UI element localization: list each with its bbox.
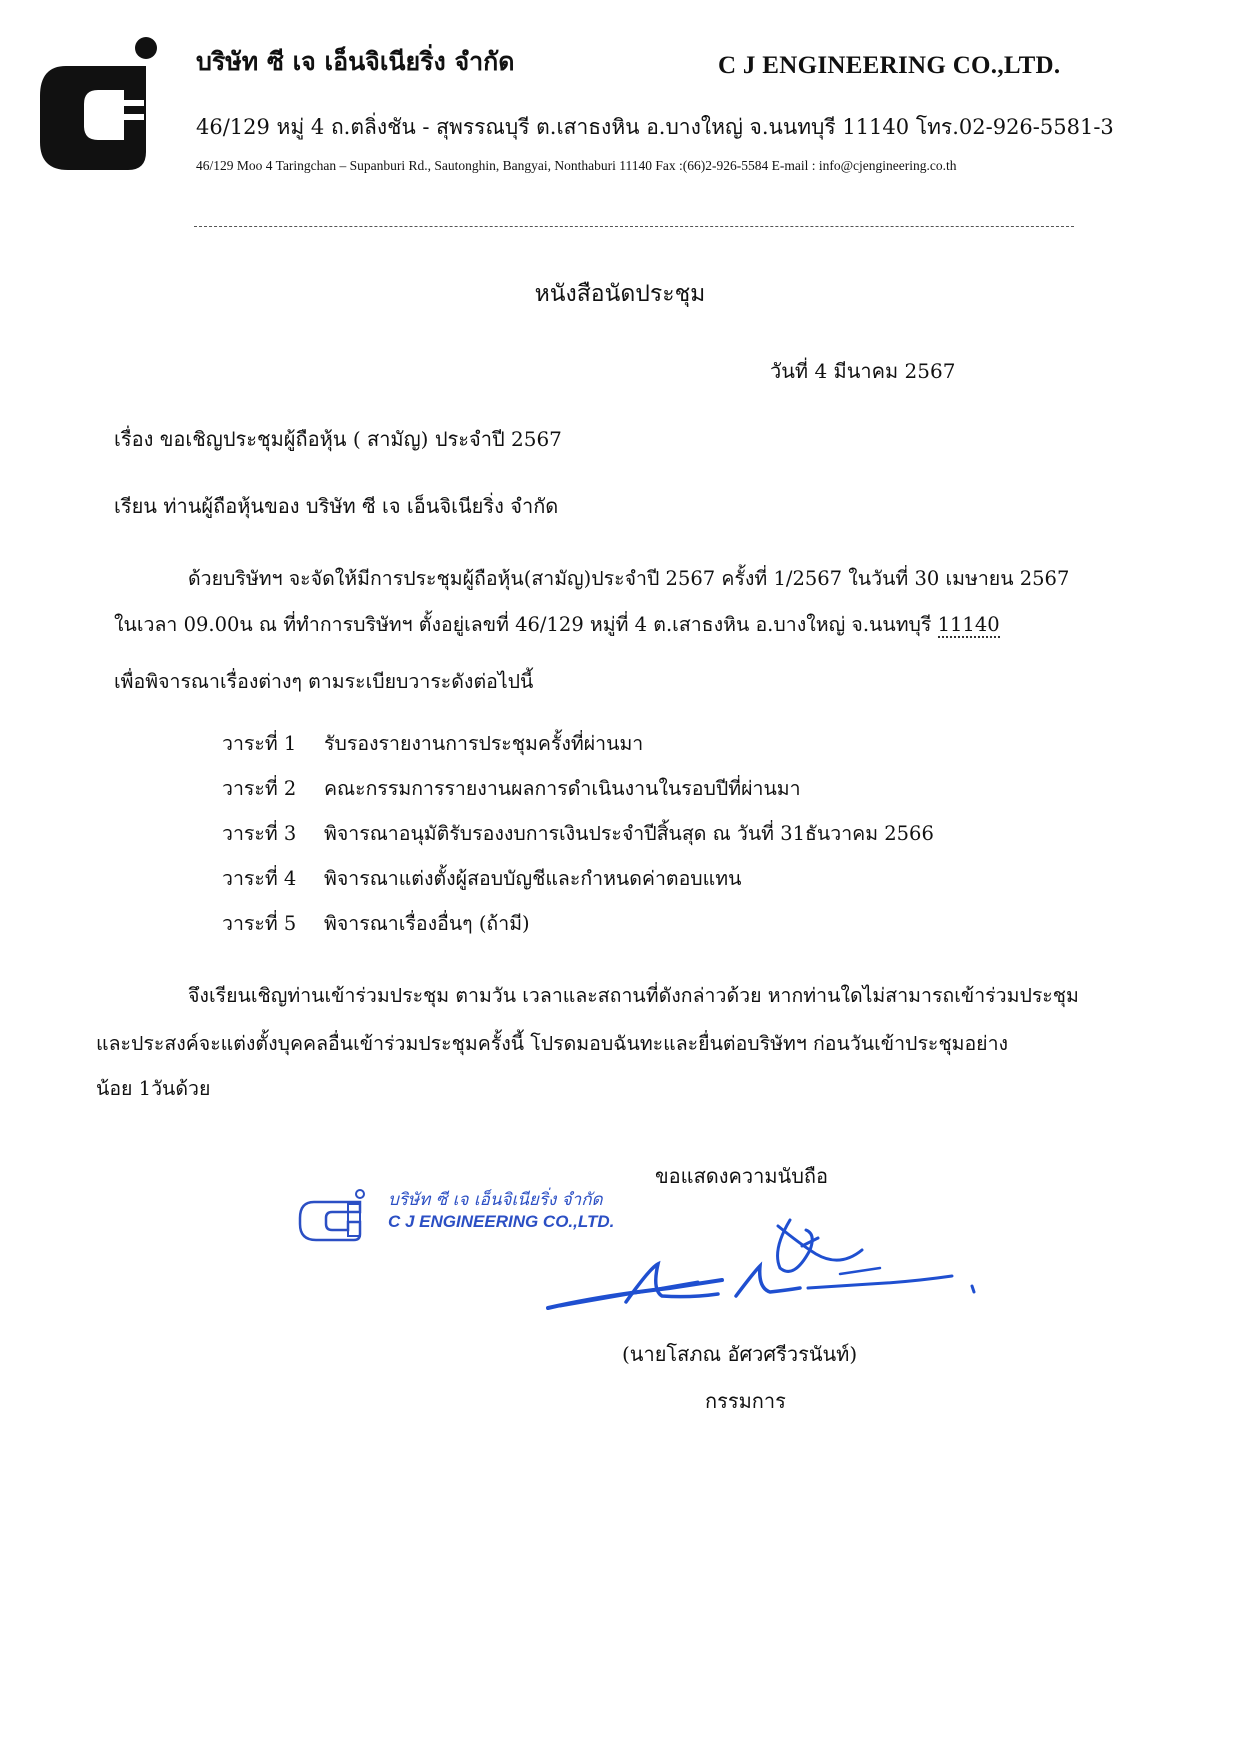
agenda-number: วาระที่ 4 (222, 867, 297, 890)
company-name-en: C J ENGINEERING CO.,LTD. (718, 52, 1061, 79)
signer-title: กรรมการ (705, 1389, 786, 1413)
agenda-list (222, 728, 934, 953)
agenda-item (222, 863, 934, 908)
closing-paragraph-3: น้อย 1วันด้วย (96, 1077, 211, 1100)
agenda-number: วาระที่ 3 (222, 822, 297, 845)
agenda-number: วาระที่ 1 (222, 732, 297, 755)
agenda-text: รับรองรายงานการประชุมครั้งที่ผ่านมา (324, 732, 644, 755)
agenda-text: พิจารณาแต่งตั้งผู้สอบบัญชีและกำหนดค่าตอบแทน (324, 867, 742, 890)
agenda-text: คณะกรรมการรายงานผลการดำเนินงานในรอบปีที่ผ่านมา (324, 777, 801, 800)
stamp-text-en: C J ENGINEERING CO.,LTD. (388, 1212, 615, 1231)
document-date: วันที่ 4 มีนาคม 2567 (770, 359, 956, 383)
stamp-text-th: บริษัท ซี เจ เอ็นจิเนียริ่ง จำกัด (388, 1190, 603, 1210)
subject-line: เรื่อง ขอเชิญประชุมผู้ถือหุ้น ( สามัญ) ประจำปี 2567 (114, 427, 562, 451)
company-name-th: บริษัท ซี เจ เอ็นจิเนียริ่ง จำกัด (196, 47, 515, 76)
agenda-text: พิจารณาเรื่องอื่นๆ (ถ้ามี) (324, 912, 530, 935)
handwritten-signature (540, 1210, 980, 1330)
recipient-line: เรียน ท่านผู้ถือหุ้นของ บริษัท ซี เจ เอ็นจิเนียริ่ง จำกัด (114, 494, 559, 518)
agenda-item (222, 728, 934, 773)
agenda-text: พิจารณาอนุมัติรับรองงบการเงินประจำปีสิ้นสุด ณ วันที่ 31ธันวาคม 2566 (324, 822, 934, 845)
address-en: 46/129 Moo 4 Taringchan – Supanburi Rd., Sautonghin, Bangyai, Nonthaburi 11140 Fax :(66)2-926-5584 E-mail : info@cjengineering.co.th (196, 158, 957, 173)
agenda-number: วาระที่ 5 (222, 912, 297, 935)
paragraph-intro-1: ด้วยบริษัทฯ จะจัดให้มีการประชุมผู้ถือหุ้น(สามัญ)ประจำปี 2567 ครั้งที่ 1/2567 ในวันที่ 30 เมษายน 2567 (188, 567, 1070, 590)
agenda-number: วาระที่ 2 (222, 777, 297, 800)
address-th: 46/129 หมู่ 4 ถ.ตลิ่งชัน - สุพรรณบุรี ต.เสาธงหิน อ.บางใหญ่ จ.นนทบุรี 11140 โทร.02-926-5581-3 (196, 115, 1114, 139)
postal-code: 11140 (937, 613, 1000, 636)
agenda-item (222, 908, 934, 953)
paragraph-intro-2-text: ในเวลา 09.00น ณ ที่ทำการบริษัทฯ ตั้งอยู่เลขที่ 46/129 หมู่ที่ 4 ต.เสาธงหิน อ.บางใหญ่ จ.นนทบุรี (114, 613, 938, 636)
cj-logo-icon (28, 34, 176, 174)
header-divider (194, 226, 1074, 227)
regards-text: ขอแสดงความนับถือ (655, 1164, 829, 1188)
stamp-logo-icon (296, 1188, 382, 1244)
closing-paragraph-1: จึงเรียนเชิญท่านเข้าร่วมประชุม ตามวัน เวลาและสถานที่ดังกล่าวด้วย หากท่านใดไม่สามารถเข้าร่วมประชุม (188, 984, 1079, 1007)
document-title: หนังสือนัดประชุม (534, 281, 706, 307)
signer-name: (นายโสภณ อัศวศรีวรนันท์) (622, 1342, 858, 1366)
paragraph-agenda-intro: เพื่อพิจารณาเรื่องต่างๆ ตามระเบียบวาระดังต่อไปนี้ (114, 670, 534, 693)
agenda-item (222, 773, 934, 818)
paragraph-intro-2 (114, 609, 1000, 640)
agenda-item (222, 818, 934, 863)
closing-paragraph-2: และประสงค์จะแต่งตั้งบุคคลอื่นเข้าร่วมประชุมครั้งนี้ โปรดมอบฉันทะและยื่นต่อบริษัทฯ ก่อนวันเข้าประชุมอย่าง (96, 1032, 1009, 1055)
